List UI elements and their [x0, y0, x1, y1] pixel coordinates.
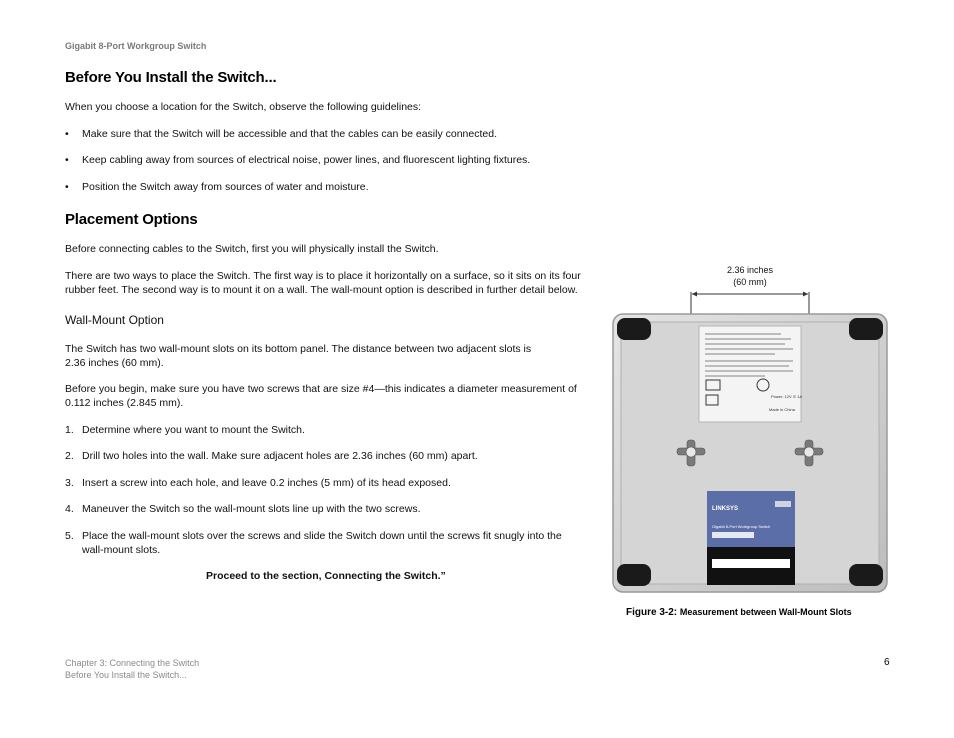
placement-paragraph-1: Before connecting cables to the Switch, first you will physically install the Switch.: [65, 243, 439, 255]
footer-chapter: Chapter 3: Connecting the Switch: [65, 658, 200, 668]
step-number: 5.: [65, 530, 74, 542]
dimension-label: [700, 264, 800, 288]
arrow-right-icon: [803, 292, 808, 297]
page-footer: [65, 657, 199, 681]
serial-number-box: [712, 559, 790, 568]
rubber-foot-top-left: [617, 318, 651, 340]
bullet-item: [65, 127, 585, 141]
wall-mount-paragraph-2: Before you begin, make sure you have two screws that are size #4—this indicates a diameter measurement of 0.112 inches (2.845 mm).: [65, 383, 577, 409]
power-rating-text: Power: 12V ⪝ 1A: [771, 394, 803, 399]
placement-paragraph-2: There are two ways to place the Switch. The first way is to place it horizontally on a surface, so it sits on its four rubber feet. The second way is to mount it on a wall. The wall-mount option is described in further detail below.: [65, 270, 581, 296]
label-model-box: [712, 532, 754, 538]
switch-bottom-panel-figure: [605, 288, 895, 598]
bullet-dot-icon: •: [65, 181, 69, 193]
step-text: Maneuver the Switch so the wall-mount slots line up with the two screws.: [82, 503, 421, 515]
running-header: Gigabit 8-Port Workgroup Switch: [65, 41, 207, 51]
dimension-mm: (60 mm): [733, 277, 767, 287]
wall-mount-paragraph-1: The Switch has two wall-mount slots on its bottom panel. The distance between two adjacent slots is 2.36 inches (60 mm).: [65, 343, 532, 369]
step-text: Drill two holes into the wall. Make sure adjacent holes are 2.36 inches (60 mm) apart.: [82, 450, 478, 462]
step-number: 1.: [65, 424, 74, 436]
figure-caption-text: Measurement between Wall-Mount Slots: [679, 607, 852, 617]
bullet-dot-icon: •: [65, 154, 69, 166]
step-item: [65, 502, 585, 516]
label-badge: [775, 501, 791, 507]
rubber-foot-top-right: [849, 318, 883, 340]
bullet-item: [65, 153, 585, 167]
step-text: Insert a screw into each hole, and leave 0.2 inches (5 mm) of its head exposed.: [82, 477, 451, 489]
product-label-blue: [707, 491, 795, 547]
step-number: 4.: [65, 503, 74, 515]
wall-mount-subheading: Wall-Mount Option: [65, 313, 164, 327]
rubber-foot-bottom-right: [849, 564, 883, 586]
figure-caption-prefix: Figure 3-2:: [626, 607, 678, 618]
step-item: [65, 476, 585, 490]
label-model-text: Gigabit 8-Port Workgroup Switch: [712, 524, 771, 529]
proceed-link[interactable]: Proceed to the section, Connecting the Switch.”: [206, 570, 446, 582]
section-heading-placement: Placement Options: [65, 211, 198, 228]
section-heading-before-install: Before You Install the Switch...: [65, 69, 277, 86]
page-number: 6: [884, 657, 890, 668]
figure-caption: [626, 607, 852, 618]
bullet-text: Keep cabling away from sources of electrical noise, power lines, and fluorescent lighting fixtures.: [82, 154, 531, 166]
bullet-text: Position the Switch away from sources of water and moisture.: [82, 181, 369, 193]
rubber-foot-bottom-left: [617, 564, 651, 586]
bullet-dot-icon: •: [65, 128, 69, 140]
intro-paragraph: When you choose a location for the Switch, observe the following guidelines:: [65, 101, 422, 113]
step-text: Place the wall-mount slots over the screws and slide the Switch down until the screws fit snugly into the wall-mount slots.: [82, 530, 562, 556]
step-item: [65, 423, 585, 437]
made-in-text: Made in China: [769, 407, 795, 412]
brand-logo: LINKSYS: [712, 506, 739, 512]
arrow-left-icon: [692, 292, 697, 297]
step-item: [65, 529, 570, 557]
step-text: Determine where you want to mount the Switch.: [82, 424, 305, 436]
step-number: 2.: [65, 450, 74, 462]
step-number: 3.: [65, 477, 74, 489]
bullet-text: Make sure that the Switch will be accessible and that the cables can be easily connected.: [82, 128, 497, 140]
dimension-inches: 2.36 inches: [726, 265, 774, 275]
step-item: [65, 449, 585, 463]
footer-section: Before You Install the Switch...: [65, 670, 187, 680]
bullet-item: [65, 180, 585, 194]
